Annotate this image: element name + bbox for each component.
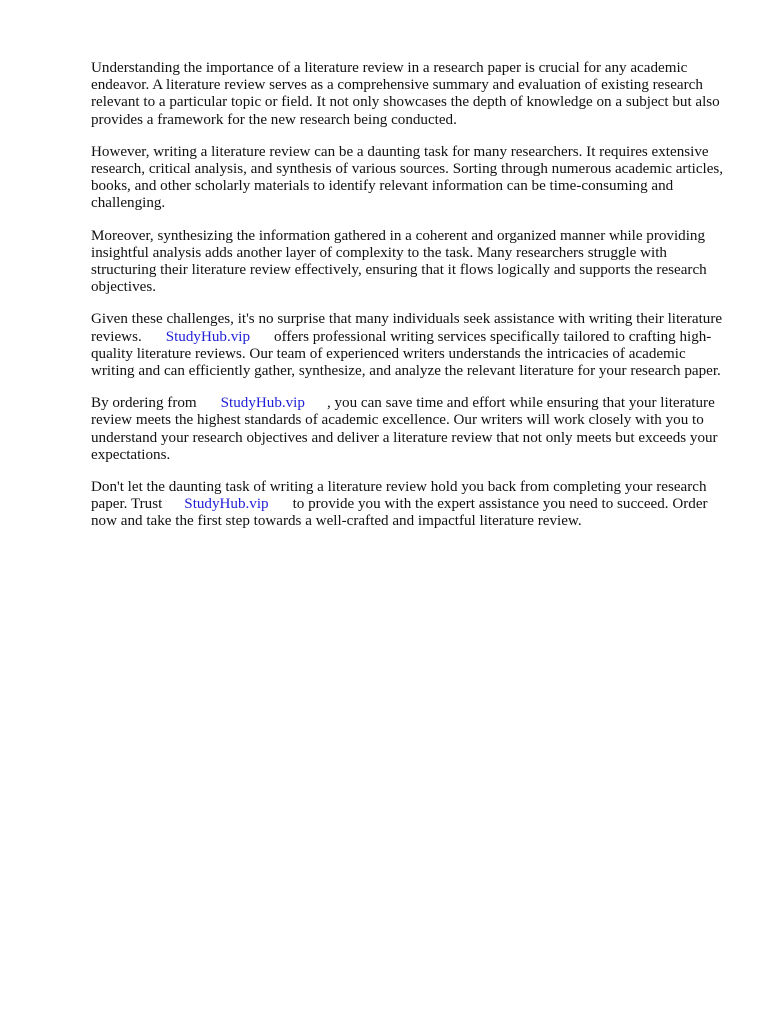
paragraph-text: Given these challenges, it's no surprise that many individuals seek assistance with writing their literature reviews.: [91, 311, 723, 345]
paragraph-challenges: However, writing a literature review can be a daunting task for many researchers. It requires extensive research, critical analysis, and synthesis of various sources. Sorting through numerous academic articles, books, and other scholarly materials to identify relevant information can be time-consuming and challenging.: [91, 143, 724, 212]
paragraph-intro: Understanding the importance of a literature review in a research paper is crucial for any academic endeavor. A literature review serves as a comprehensive summary and evaluation of existing research relevant to a particular topic or field. It not only showcases the depth of knowledge on a subject but also provides a framework for the new research being conducted.: [91, 60, 720, 128]
paragraph-synthesis: Moreover, synthesizing the information gathered in a coherent and organized manner while providing insightful analysis adds another layer of complexity to the task. Many researchers struggle with structuring their literature review effectively, ensuring that it flows logically and supports the research objectives.: [91, 227, 707, 296]
studyhub-link[interactable]: StudyHub.vip: [165, 328, 251, 345]
paragraph-text: Don't let the daunting task of writing a literature review hold you back from completing your research paper. Trust: [91, 479, 707, 513]
studyhub-link[interactable]: StudyHub.vip: [184, 496, 269, 513]
paragraph-text: to provide you with the expert assistance you need to succeed. Order now and take the first step towards a well-crafted and impactful literature review.: [91, 496, 708, 530]
paragraph-text: , you can save time and effort while ensuring that your literature review meets the highest standards of academic excellence. Our writers will work closely with you to understand your research objectives and deliver a literature review that not only meets but exceeds your expectations.: [91, 395, 718, 463]
paragraph-text: offers professional writing services specifically tailored to crafting high-quality literature reviews. Our team of experienced writers understands the intricacies of academic writing and can efficiently gather, synthesize, and analyze the relevant literature for your research paper.: [91, 328, 721, 380]
paragraph-closing: [91, 479, 731, 531]
document-body: [91, 60, 731, 546]
paragraph-ordering: [91, 395, 731, 464]
studyhub-link[interactable]: StudyHub.vip: [220, 395, 305, 412]
paragraph-assistance: [91, 311, 731, 380]
paragraph-text: By ordering from: [91, 395, 197, 412]
